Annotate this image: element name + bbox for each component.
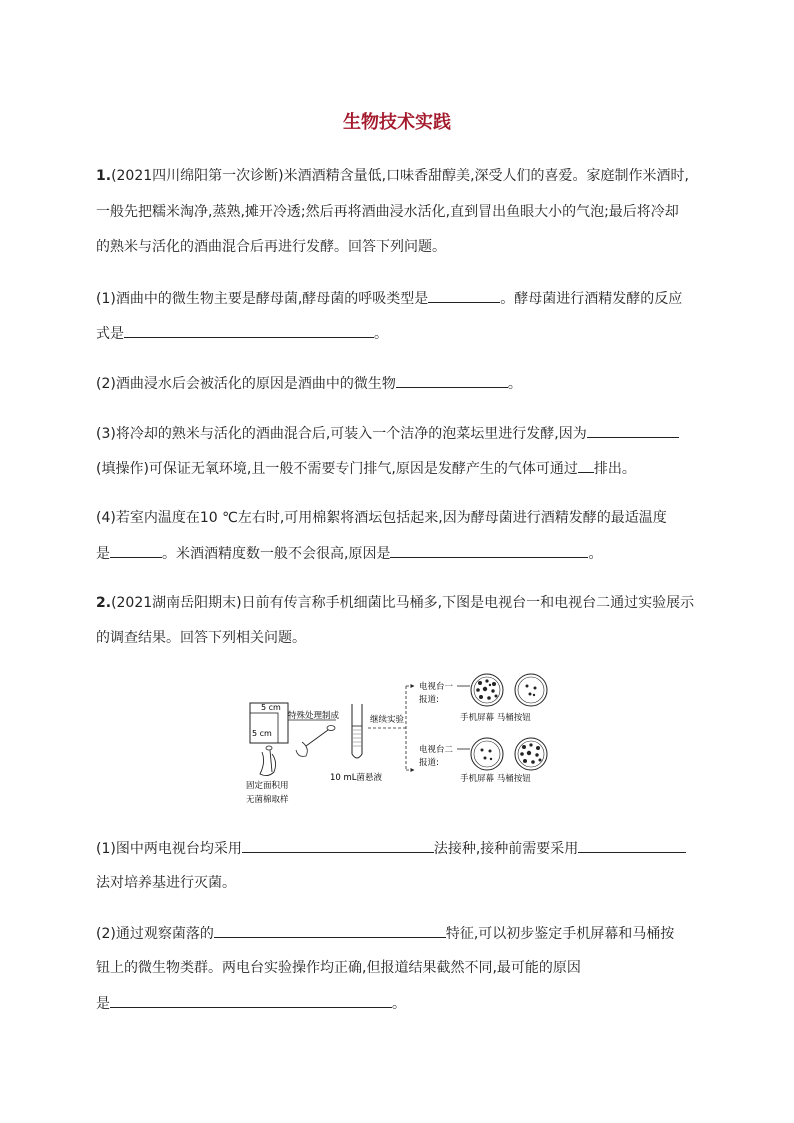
petri-dish-tv2-toilet [515, 738, 547, 770]
q1-part2-line [96, 373, 522, 394]
answer-blank-4[interactable] [587, 423, 679, 438]
step2-label: 继续实验 [370, 715, 405, 725]
q1-part4-line-2 [96, 543, 602, 564]
inoculating-loop-icon [296, 726, 335, 757]
q1-part4-text-c: 。米酒酒精度数一般不会很高,原因是 [162, 546, 391, 562]
q1-part1-text-d: 。 [374, 326, 388, 342]
answer-blank-2[interactable] [124, 323, 374, 338]
answer-blank-11[interactable] [110, 993, 392, 1008]
tv1-label-1: 电视台一 [419, 682, 454, 692]
answer-blank-6[interactable] [110, 543, 162, 558]
q1-part1-line-2 [96, 323, 388, 344]
branch-arrows [406, 686, 414, 770]
q1-part4-text-d: 。 [588, 546, 603, 562]
petri-dish-tv1-phone [471, 674, 503, 706]
q1-part3-line-2 [96, 458, 636, 479]
q1-part2-text-b: 。 [507, 376, 522, 392]
q2-part2-text-e: 。 [392, 996, 406, 1012]
page-title: 生物技术实践 [343, 112, 451, 133]
q1-part4-line-1: (4)若室内温度在10 ℃左右时,可用棉絮将酒坛包括起来,因为酵母菌进行酒精发酵的最适温度 [96, 510, 667, 526]
q1-part3-text-c: 排出。 [593, 461, 636, 477]
q1-intro-line-1 [96, 166, 689, 186]
experiment-figure [244, 668, 590, 814]
q1-part4-text-b: 是 [96, 546, 110, 562]
tv2-label-2: 报道: [419, 758, 439, 768]
dish-caption-tv1: 手机屏幕 马桶按钮 [460, 713, 531, 723]
q1-part3-line-1 [96, 423, 679, 444]
q1-number: 1. [96, 168, 112, 184]
q1-part2-text-a: (2)酒曲浸水后会被活化的原因是酒曲中的微生物 [96, 376, 396, 392]
swab-label-1: 固定面积用 [246, 781, 289, 791]
q2-part1-text-a: (1)图中两电视台均采用 [96, 841, 242, 857]
tv1-label-2: 报道: [419, 695, 439, 705]
dimension-top-label: 5 cm [261, 703, 281, 712]
q1-part3-text-a: (3)将冷却的熟米与活化的酒曲混合后,可装入一个洁净的泡菜坛里进行发酵,因为 [96, 426, 587, 442]
answer-blank-8[interactable] [242, 838, 434, 853]
answer-blank-3[interactable] [396, 373, 508, 388]
answer-blank-10[interactable] [214, 923, 446, 938]
q1-part1-text-b: 。酵母菌进行酒精发酵的反应 [500, 291, 683, 307]
q2-part2-text-d: 是 [96, 996, 110, 1012]
q1-intro-line-2: 一般先把糯米淘净,蒸熟,摊开冷透;然后再将酒曲浸水活化,直到冒出鱼眼大小的气泡;最后将冷却 [96, 204, 679, 220]
answer-blank-1[interactable] [428, 288, 500, 303]
dish-caption-tv2: 手机屏幕 马桶按钮 [460, 774, 531, 784]
swab-hand-icon [260, 746, 276, 776]
q2-intro-line-2: 的调查结果。回答下列相关问题。 [96, 630, 306, 646]
answer-blank-5[interactable] [578, 458, 594, 473]
q2-intro-line-1 [96, 593, 694, 613]
test-tube-icon [352, 704, 362, 758]
q1-part3-text-b: (填操作)可保证无氧环境,且一般不需要专门排气,原因是发酵产生的气体可通过 [96, 461, 578, 477]
q2-part2-line-3 [96, 993, 406, 1014]
q2-part1-line-1 [96, 838, 686, 859]
q2-part2-text-a: (2)通过观察菌落的 [96, 926, 214, 942]
q1-part1-text-c: 式是 [96, 326, 124, 342]
step1-label: 特殊处理制成 [288, 711, 340, 721]
q2-part2-line-2: 钮上的微生物类群。两电台实验操作均正确,但报道结果截然不同,最可能的原因 [96, 960, 581, 976]
q2-part2-line-1 [96, 923, 674, 944]
q1-intro-text-1: (2021四川绵阳第一次诊断)米酒酒精含量低,口味香甜醇美,深受人们的喜爱。家庭制作米酒时, [111, 168, 689, 184]
q2-part1-line-2: 法对培养基进行灭菌。 [96, 875, 236, 891]
q2-part1-text-b: 法接种,接种前需要采用 [433, 841, 579, 857]
q1-part1-text-a: (1)酒曲中的微生物主要是酵母菌,酵母菌的呼吸类型是 [96, 291, 429, 307]
q1-intro-line-3: 的熟米与活化的酒曲混合后再进行发酵。回答下列问题。 [96, 239, 446, 255]
petri-dish-tv1-toilet [515, 674, 547, 706]
q2-number: 2. [96, 595, 112, 611]
q2-intro-text-1: (2021湖南岳阳期末)日前有传言称手机细菌比马桶多,下图是电视台一和电视台二通过实验展示 [111, 595, 695, 611]
petri-dish-tv2-phone [471, 738, 503, 770]
tube-label: 10 mL菌悬液 [330, 773, 383, 783]
swab-label-2: 无菌棉取样 [246, 795, 289, 805]
answer-blank-9[interactable] [578, 838, 686, 853]
tv2-label-1: 电视台二 [419, 745, 454, 755]
q1-part1-line-1 [96, 288, 682, 309]
q2-part2-text-b: 特征,可以初步鉴定手机屏幕和马桶按 [445, 926, 675, 942]
answer-blank-7[interactable] [390, 543, 588, 558]
dimension-left-label: 5 cm [252, 729, 272, 738]
